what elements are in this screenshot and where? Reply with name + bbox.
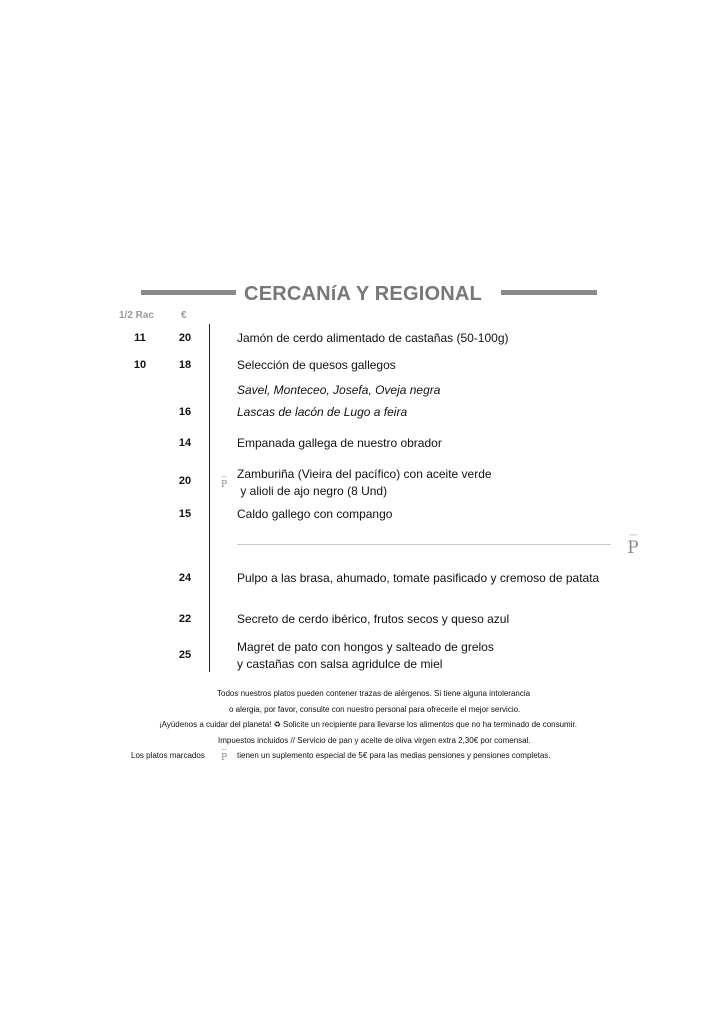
title-right-bar	[501, 290, 597, 295]
marker-letter: P	[220, 480, 228, 490]
column-divider	[209, 324, 210, 672]
full-price: 20	[178, 332, 192, 344]
menu-item-line: y castañas con salsa agridulce de miel	[237, 657, 443, 671]
supplement-marker-icon	[218, 748, 230, 763]
menu-item: Jamón de cerdo alimentado de castañas (50-100g)	[237, 331, 509, 345]
allergen-note: o alergia, por favor, consulte con nuestro personal para ofrecerle el mejor servicio.	[229, 705, 521, 714]
menu-item-detail: Savel, Monteceo, Josefa, Oveja negra	[237, 383, 441, 397]
full-price: 16	[178, 406, 192, 418]
full-price: 14	[178, 437, 192, 449]
full-price: 20	[178, 475, 192, 487]
logo-p-icon	[623, 532, 643, 557]
marker-letter: P	[220, 753, 228, 763]
menu-item: Selección de quesos gallegos	[237, 358, 396, 372]
header-full-price: €	[181, 310, 187, 321]
crown-icon: ᵕᵕᵕ	[221, 474, 227, 481]
logo-letter: P	[627, 538, 639, 558]
menu-item	[237, 466, 492, 500]
menu-item: Secreto de cerdo ibérico, frutos secos y queso azul	[237, 612, 510, 626]
full-price: 18	[178, 359, 192, 371]
supplement-note-prefix: Los platos marcados	[131, 751, 205, 760]
title-left-bar	[141, 290, 236, 295]
menu-item-line: Magret de pato con hongos y salteado de grelos	[237, 640, 494, 654]
allergen-note: Todos nuestros platos pueden contener trazas de alérgenos. Si tiene alguna intolerancia	[217, 689, 531, 698]
half-price: 11	[134, 332, 146, 344]
full-price: 15	[178, 508, 192, 520]
menu-item-line: Zamburiña (Vieira del pacífico) con aceite verde	[237, 467, 492, 481]
crown-icon: ᵕᵕᵕ	[221, 747, 227, 754]
menu-item: Caldo gallego con compango	[237, 507, 393, 521]
menu-item-line: y alioli de ajo negro (8 Und)	[237, 484, 388, 498]
menu-item: Pulpo a las brasa, ahumado, tomate pasificado y cremoso de patata	[237, 571, 600, 585]
menu-item: Lascas de lacón de Lugo a feira	[237, 405, 408, 419]
section-divider	[237, 544, 611, 545]
header-half-portion: 1/2 Rac	[119, 310, 155, 321]
full-price: 24	[178, 572, 192, 584]
planet-note: ¡Ayúdenos a cuidar del planeta! ♻ Solicite un recipiente para llevarse los alimentos que no ha terminado de consumir.	[159, 720, 577, 729]
tax-note: Impuestos incluidos // Servicio de pan y aceite de oliva virgen extra 2,30€ por comensal.	[218, 736, 531, 745]
section-title: CERCANíA Y REGIONAL	[244, 283, 482, 305]
full-price: 25	[178, 649, 192, 661]
crown-icon: ᵕᵕᵕ	[629, 531, 637, 540]
full-price: 22	[178, 613, 192, 625]
supplement-marker-icon	[218, 475, 230, 490]
menu-item	[237, 639, 494, 673]
supplement-note-suffix: tienen un suplemento especial de 5€ para las medias pensiones y pensiones completas.	[237, 751, 551, 760]
menu-item: Empanada gallega de nuestro obrador	[237, 436, 442, 450]
half-price: 10	[133, 359, 147, 371]
